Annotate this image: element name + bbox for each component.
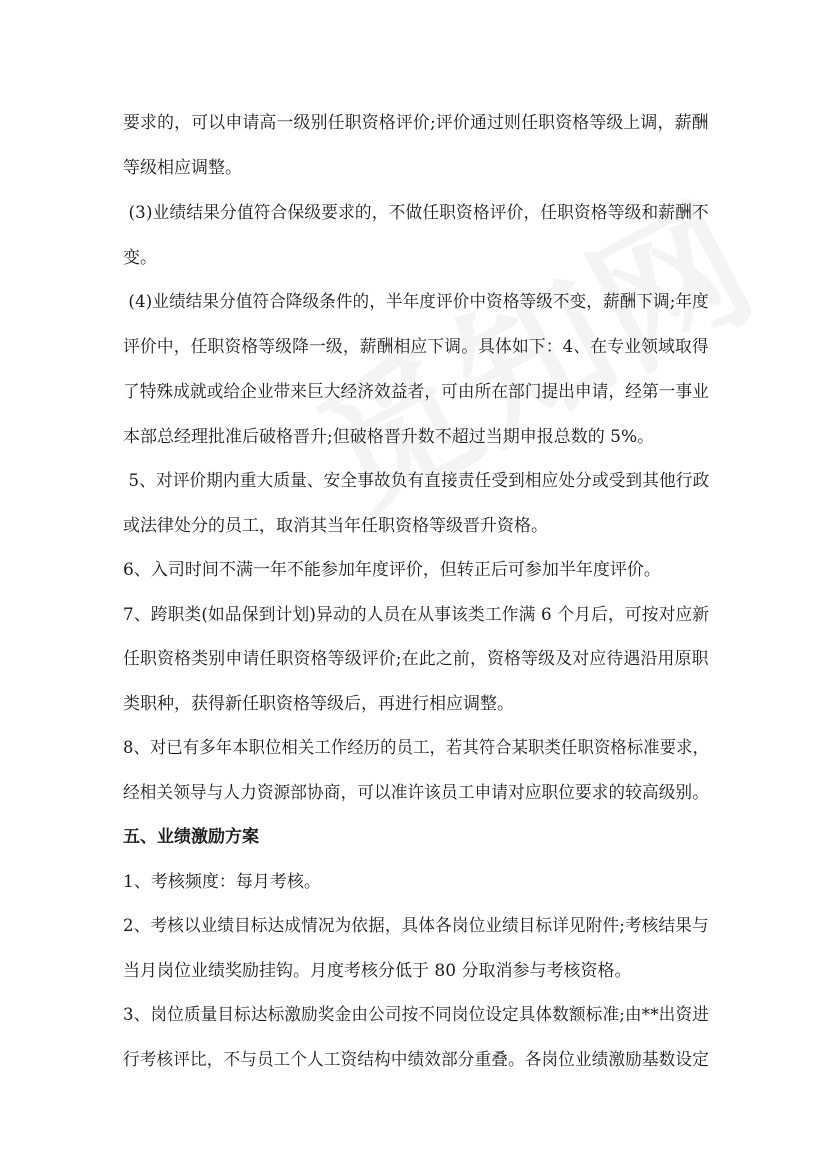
text-line: 3、岗位质量目标达标激励奖金由公司按不同岗位设定具体数额标准;由**出资进 (123, 1005, 709, 1025)
text-line: 行考核评比，不与员工个人工资结构中绩效部分重叠。各岗位业绩激励基数设定 (123, 1050, 709, 1070)
text-line: 要求的，可以申请高一级别任职资格评价;评价通过则任职资格等级上调，薪酬 (123, 113, 709, 133)
text-line: 6、入司时间不满一年不能参加年度评价，但转正后可参加半年度评价。 (123, 560, 661, 580)
text-line: (3)业绩结果分值符合保级要求的，不做任职资格评价，任职资格等级和薪酬不 (123, 203, 709, 223)
text-line: 了特殊成就或给企业带来巨大经济效益者，可由所在部门提出申请，经第一事业 (123, 382, 709, 402)
section-heading: 五、业绩激励方案 (123, 827, 259, 847)
text-line: 等级相应调整。 (123, 158, 242, 178)
text-line: 经相关领导与人力资源部协商，可以准许该员工申请对应职位要求的较高级别。 (123, 783, 709, 803)
text-line: 7、跨职类(如品保到计划)异动的人员在从事该类工作满 6 个月后，可按对应新 (123, 605, 710, 625)
text-line: (4)业绩结果分值符合降级条件的，半年度评价中资格等级不变，薪酬下调;年度 (123, 292, 709, 312)
text-line: 2、考核以业绩目标达成情况为依据，具体各岗位业绩目标详见附件;考核结果与 (123, 916, 709, 936)
text-line: 1、考核频度：每月考核。 (123, 872, 321, 892)
text-line: 8、对已有多年本职位相关工作经历的员工，若其符合某职类任职资格标准要求， (123, 738, 710, 758)
text-line: 当月岗位业绩奖励挂钩。月度考核分低于 80 分取消参与考核资格。 (123, 961, 632, 981)
text-line: 评价中，任职资格等级降一级，薪酬相应下调。具体如下：4、在专业领域取得 (123, 337, 709, 357)
text-line: 类职种，获得新任职资格等级后，再进行相应调整。 (123, 694, 514, 714)
text-line: 变。 (123, 248, 157, 268)
text-line: 或法律处分的员工，取消其当年任职资格等级晋升资格。 (123, 516, 548, 536)
text-line: 任职资格类别申请任职资格等级评价;在此之前，资格等级及对应待遇沿用原职 (123, 649, 709, 669)
text-line: 本部总经理批准后破格晋升;但破格晋升数不超过当期申报总数的 5%。 (123, 427, 655, 447)
text-line: 5、对评价期内重大质量、安全事故负有直接责任受到相应处分或受到其他行政 (123, 471, 710, 491)
